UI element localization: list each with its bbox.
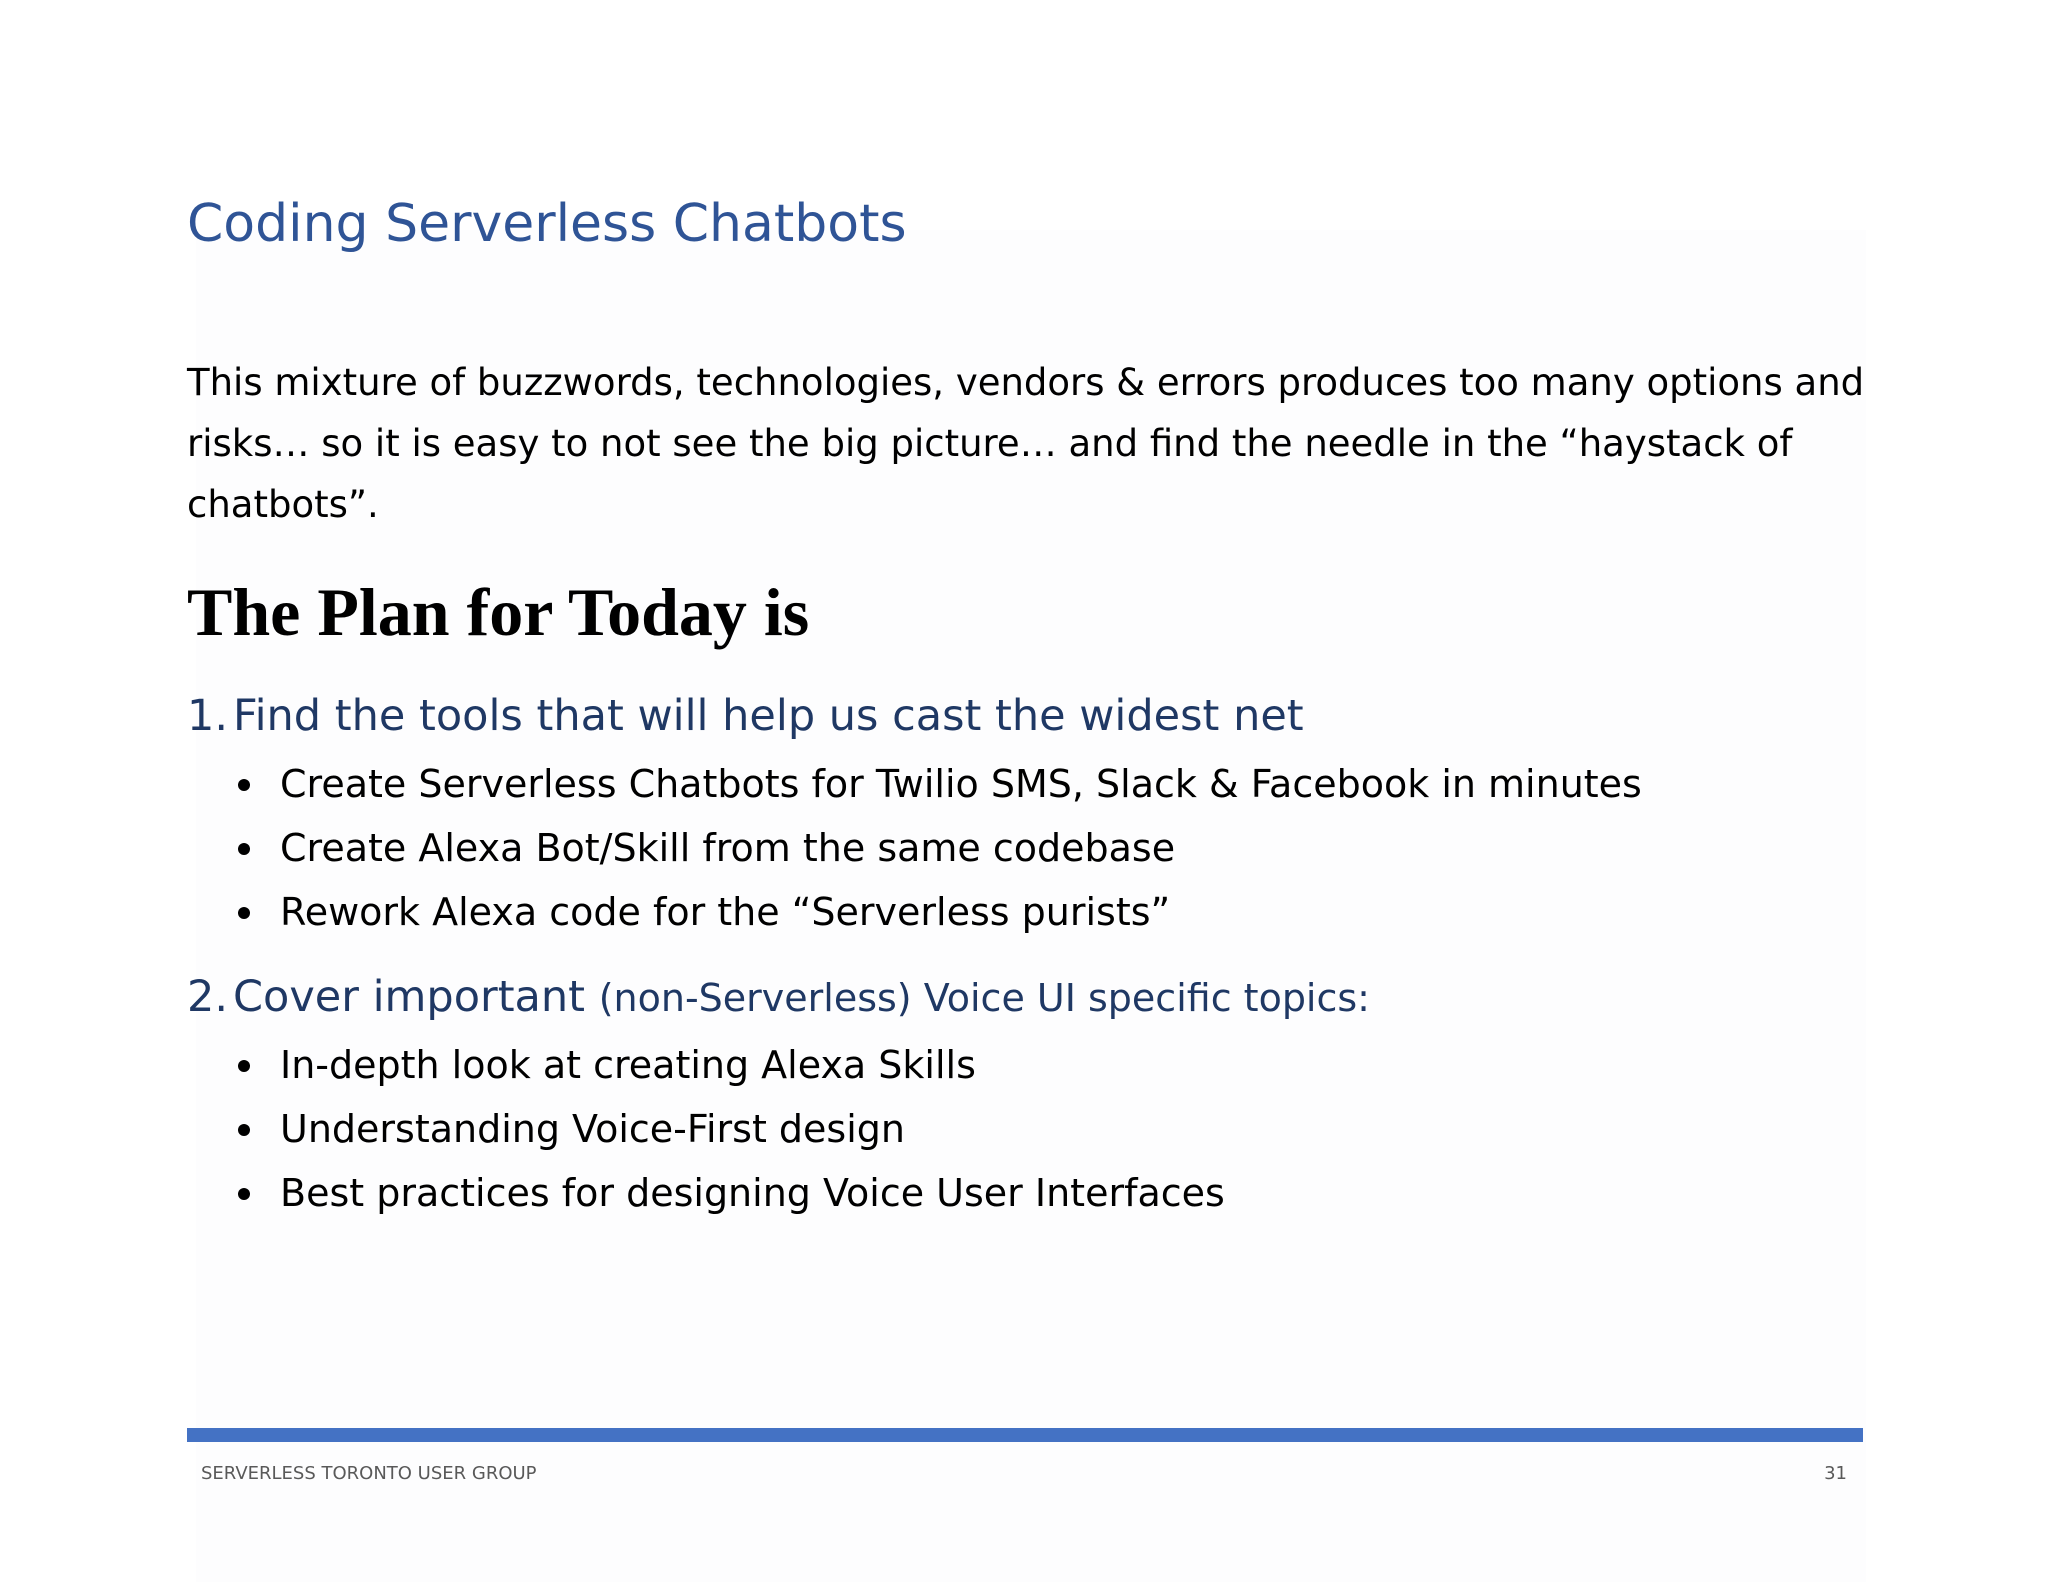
- bullet-icon: [238, 779, 250, 791]
- plan-item-1-heading: [187, 688, 1304, 744]
- footer-rule: [187, 1428, 1863, 1442]
- list-item-text: Understanding Voice-First design: [280, 1107, 905, 1151]
- list-item-text: Rework Alexa code for the “Serverless purists”: [280, 890, 1171, 934]
- bullet-icon: [238, 843, 250, 855]
- bullet-icon: [238, 1124, 250, 1136]
- intro-paragraph: This mixture of buzzwords, technologies, vendors & errors produces too many options and risks… so it is easy to not see the big picture… and find the needle in the “haystack of chatbots”.: [187, 361, 1865, 526]
- bullet-icon: [238, 1188, 250, 1200]
- list-item: [232, 752, 1642, 816]
- page-title: Coding Serverless Chatbots: [187, 194, 907, 254]
- list-item: [232, 1097, 1225, 1161]
- list-item: [232, 1161, 1225, 1225]
- page-number: 31: [1824, 1463, 1847, 1484]
- plan-item-1-bullets: [232, 752, 1642, 944]
- plan-item-2-text-rest: (non-Serverless) Voice UI specific topics:: [598, 976, 1370, 1020]
- plan-item-1-text: Find the tools that will help us cast the widest net: [233, 691, 1304, 741]
- plan-item-1-number: 1.: [187, 691, 229, 741]
- plan-item-2-bullets: [232, 1033, 1225, 1225]
- list-item-text: Create Alexa Bot/Skill from the same codebase: [280, 826, 1176, 870]
- list-item-text: In-depth look at creating Alexa Skills: [280, 1043, 976, 1087]
- list-item: [232, 880, 1642, 944]
- plan-heading: The Plan for Today is: [187, 574, 810, 650]
- list-item-text: Best practices for designing Voice User Interfaces: [280, 1171, 1225, 1215]
- list-item: [232, 816, 1642, 880]
- list-item: [232, 1033, 1225, 1097]
- list-item-text: Create Serverless Chatbots for Twilio SMS, Slack & Facebook in minutes: [280, 762, 1642, 806]
- plan-item-2-heading: [187, 969, 1370, 1026]
- bullet-icon: [238, 907, 250, 919]
- footer-group-name: SERVERLESS TORONTO USER GROUP: [201, 1463, 537, 1484]
- plan-item-2-number: 2.: [187, 972, 229, 1022]
- plan-item-2-text-main: Cover important: [233, 972, 599, 1022]
- bullet-icon: [238, 1060, 250, 1072]
